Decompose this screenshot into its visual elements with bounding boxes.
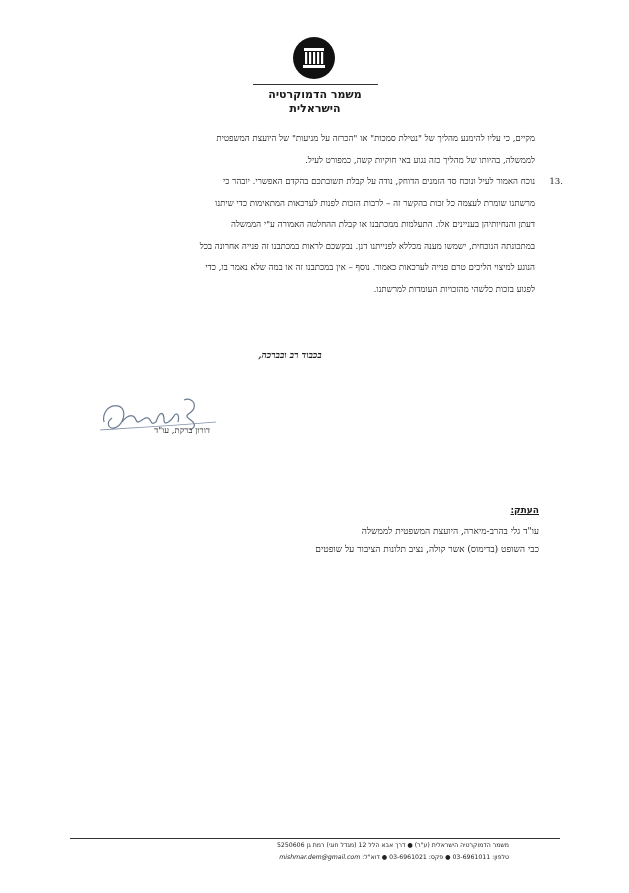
footer-email-link[interactable]: mishmar.dem@gmail.com: [279, 854, 361, 861]
footer-divider: [70, 838, 560, 839]
paragraph-line: הנוגע למיצוי הליכים טרם פנייה לערכאות כאמור. נוסף – אין במכתבנו זה או במה שלא נאמר בו, כדי: [205, 263, 535, 273]
header-divider: [253, 84, 378, 85]
closing-greeting: בכבוד רב ובברכה,: [258, 351, 322, 361]
building-columns-icon: [292, 36, 336, 80]
org-name-line1: משמר הדמוקרטיה: [268, 88, 362, 101]
signer-name: דורון ברקת, עו"ד: [154, 426, 210, 436]
footer-contact: [279, 854, 509, 861]
paragraph-line: לממשלה, בהיותו של מהליך כזה נגוע באי חוקיות קשה, כמפורט לעיל.: [305, 155, 535, 166]
org-name-line2: הישראלית: [289, 102, 341, 115]
paragraph-number: 13.: [549, 177, 563, 187]
footer-contact-text: טלפון: 03-6961011 ● פקס: 03-6961021 ● דוא"ל:: [360, 854, 509, 861]
cc-title: העתק:: [510, 506, 539, 516]
paragraph-line: דעתן והנחיותיהן בעניינים אלו. התעלמות ממכתבנו או קבלת ההחלטה האמורה ע"י הממשלה: [230, 220, 535, 230]
org-name: [200, 88, 430, 116]
paragraph-line: לפגוע בזכות כלשהי מהזכויות העומדות למרשתנו.: [373, 284, 535, 295]
paragraph-line: מקיים, כי עליו להימנע מהליך של "נטילת סמכות" או "הכרזה על מניעות" של היועצת המשפטית: [216, 134, 535, 144]
cc-recipient: עו"ד גלי בהרב-מיארה, היועצת המשפטית לממשלה: [361, 527, 539, 537]
footer-address: משמר הדמוקרטיה הישראלית (ע"ר) ● דרך אבא הלל 12 (מגדל חוגי) רמת גן 5250606: [276, 842, 509, 849]
paragraph-line: במתכונתה הנוכחית, ישמשו מענה מכללא לפנייתנו דנן. נבקשכם לראות במכתבנו זה פנייה אחרונה בכל: [199, 241, 535, 252]
continuation-paragraph: [80, 129, 535, 172]
paragraph-line: מרשתנו שומרת לעצמה כל זכות בהקשר זה – לרבות הזכות לפנות לערכאות המתאימות כדי שיתנו: [215, 198, 535, 209]
paragraph-13: [80, 172, 563, 301]
paragraph-line: נוכח האמור לעיל ונוכח סד הזמנים הדוחק, נודה על קבלת תשובתכם בהקדם האפשרי. יובהר כי: [222, 177, 535, 187]
cc-recipient: כבי השופט (בדימוס) אשר קולה, נציב תלונות הציבור על שופטים: [315, 545, 539, 555]
